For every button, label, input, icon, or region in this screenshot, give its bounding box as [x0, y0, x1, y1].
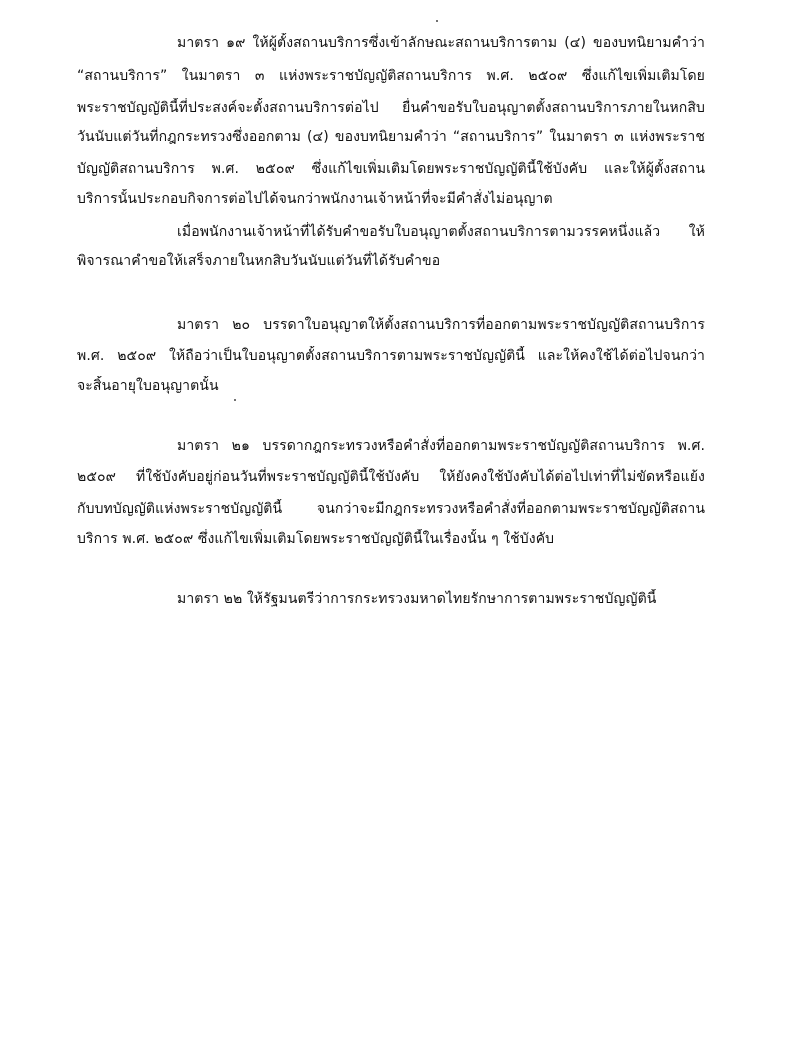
section-19-para-2-line-2: พิจารณาคำขอให้เสร็จภายในหกสิบวันนับแต่วันที่ได้รับคำขอ — [77, 253, 441, 269]
section-20-line-3: จะสิ้นอายุใบอนุญาตนั้น — [77, 378, 219, 394]
section-19-line-1: มาตรา ๑๙ ให้ผู้ตั้งสถานบริการซึ่งเข้าลักษณะสถานบริการตาม (๔) ของบทนิยามคำว่า — [177, 35, 705, 51]
section-22-line-1: มาตรา ๒๒ ให้รัฐมนตรีว่าการกระทรวงมหาดไทยรักษาการตามพระราชบัญญัตินี้ — [177, 591, 657, 607]
section-21-line-2: ๒๕๐๙ ที่ใช้บังคับอยู่ก่อนวันที่พระราชบัญญัตินี้ใช้บังคับ ให้ยังคงใช้บังคับได้ต่อไปเท่าที่ไม่ขัดหรือแย้ง — [77, 469, 705, 485]
section-21-line-1: มาตรา ๒๑ บรรดากฎกระทรวงหรือคำสั่งที่ออกตามพระราชบัญญัติสถานบริการ พ.ศ. — [177, 438, 705, 454]
section-20-line-1: มาตรา ๒๐ บรรดาใบอนุญาตให้ตั้งสถานบริการที่ออกตามพระราชบัญญัติสถานบริการ — [177, 317, 705, 333]
section-21-line-4: บริการ พ.ศ. ๒๕๐๙ ซึ่งแก้ไขเพิ่มเติมโดยพระราชบัญญัตินี้ในเรื่องนั้น ๆ ใช้บังคับ — [77, 531, 555, 547]
section-19-para-2-line-1: เมื่อพนักงานเจ้าหน้าที่ได้รับคำขอรับใบอนุญาตตั้งสถานบริการตามวรรคหนึ่งแล้ว ให้ — [177, 224, 705, 240]
scan-speck — [234, 399, 236, 401]
section-19-line-3: พระราชบัญญัตินี้ที่ประสงค์จะตั้งสถานบริการต่อไป ยื่นคำขอรับใบอนุญาตตั้งสถานบริการภายในหกสิบ — [77, 100, 705, 116]
section-19-line-2: “สถานบริการ” ในมาตรา ๓ แห่งพระราชบัญญัติสถานบริการ พ.ศ. ๒๕๐๙ ซึ่งแก้ไขเพิ่มเติมโดย — [77, 68, 705, 84]
section-19-line-5: บัญญัติสถานบริการ พ.ศ. ๒๕๐๙ ซึ่งแก้ไขเพิ่มเติมโดยพระราชบัญญัตินี้ใช้บังคับ และให้ผู้ตั้งสถาน — [77, 161, 705, 177]
section-21-line-3: กับบทบัญญัติแห่งพระราชบัญญัตินี้ จนกว่าจะมีกฎกระทรวงหรือคำสั่งที่ออกตามพระราชบัญญัติสถาน — [77, 501, 705, 517]
section-19-line-6: บริการนั้นประกอบกิจการต่อไปได้จนกว่าพนักงานเจ้าหน้าที่จะมีคำสั่งไม่อนุญาต — [77, 191, 553, 207]
scan-speck — [436, 20, 438, 22]
section-20-line-2: พ.ศ. ๒๕๐๙ ให้ถือว่าเป็นใบอนุญาตตั้งสถานบริการตามพระราชบัญญัตินี้ และให้คงใช้ได้ต่อไปจนกว่า — [77, 348, 705, 364]
section-19-line-4: วันนับแต่วันที่กฎกระทรวงซึ่งออกตาม (๔) ของบทนิยามคำว่า “สถานบริการ” ในมาตรา ๓ แห่งพระราช — [77, 129, 705, 145]
